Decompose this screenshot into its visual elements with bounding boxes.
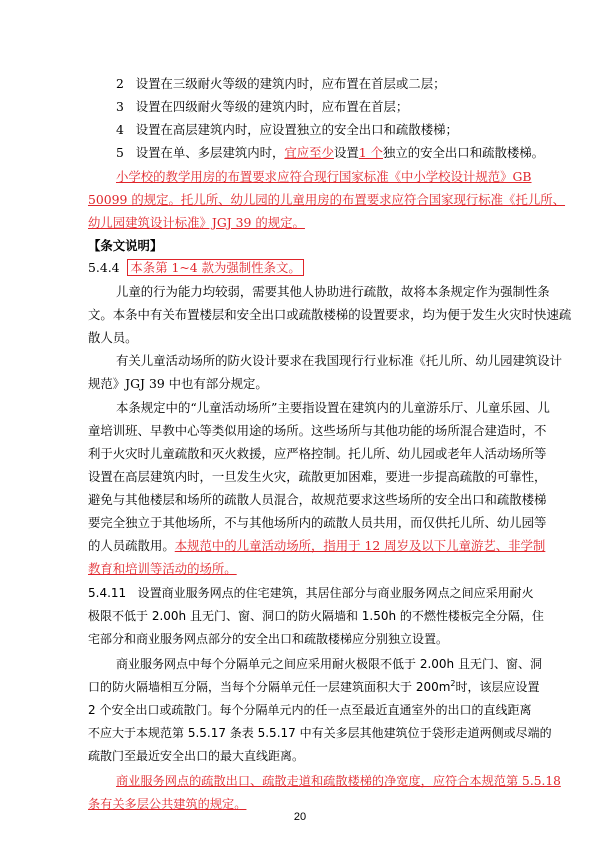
paragraph-line: 规范》JGJ 39 中也有部分规定。	[88, 376, 268, 391]
list-item-3: 3 设置在四级耐火等级的建筑内时，应布置在首层；	[116, 99, 409, 114]
paragraph-line: 设置在高层建筑内时，一旦发生火灾，疏散更加困难，要进一步提高疏散的可靠性，	[88, 469, 547, 484]
paragraph-line: 本条规定中的“儿童活动场所”主要指设置在建筑内的儿童游乐厅、儿童乐园、儿	[116, 400, 550, 415]
paragraph-line: 商业服务网点中每个分隔单元之间应采用耐火极限不低于 2.00h 且无门、窗、洞	[116, 657, 542, 671]
clause-5-4-4: 5.4.4 本条第 1~4 款为强制性条文。	[88, 260, 304, 276]
revision-text: 小学校的教学用房的布置要求应符合现行国家标准《中小学校设计规范》GB	[116, 169, 532, 184]
paragraph-line: 2 个安全出口或疏散门。每个分隔单元内的任一点至最近直通室外的出口的直线距离	[88, 703, 532, 717]
paragraph-line: 极限不低于 2.00h 且无门、窗、洞口的防火隔墙和 1.50h 的不燃性楼板完全分隔，住	[88, 609, 544, 623]
revision-text: 教育和培训等活动的场所。	[88, 561, 237, 576]
revision-text: 幼儿园建筑设计标准》JGJ 39 的规定。	[88, 215, 305, 230]
revision-text: 条有关多层公共建筑的规定。	[88, 797, 247, 811]
clause-5-4-11: 5.4.11 设置商业服务网点的住宅建筑，其居住部分与商业服务网点之间应采用耐火	[88, 586, 534, 600]
paragraph-line: 童培训班、早教中心等类似用途的场所。这些场所与其他功能的场所混合建造时，不	[88, 423, 547, 438]
page-number: 20	[293, 811, 307, 823]
paragraph-line: 要完全独立于其他场所，不与其他场所内的疏散人员共用，而仅供托儿所、幼儿园等	[88, 515, 547, 530]
paragraph-line: 有关儿童活动场所的防火设计要求在我国现行行业标准《托儿所、幼儿园建筑设计	[116, 353, 563, 368]
paragraph-line: 宅部分和商业服务网点部分的安全出口和疏散楼梯应分别独立设置。	[88, 632, 449, 646]
paragraph-line: 口的防火隔墙相互分隔，当每个分隔单元任一层建筑面积大于 $200m^2$时，该层应设置	[88, 679, 540, 694]
list-item-2: 2 设置在三级耐火等级的建筑内时，应布置在首层或二层；	[116, 76, 446, 91]
list-item-4: 4 设置在高层建筑内时，应设置独立的安全出口和疏散楼梯；	[116, 122, 458, 137]
mandatory-note: 本条第 1~4 款为强制性条文。	[127, 259, 303, 276]
revision-text: 商业服务网点的疏散出口、疏散走道和疏散楼梯的净宽度，应符合本规范第 5.5.18	[116, 774, 561, 788]
paragraph-line: 不应大于本规范第 5.5.17 条表 5.5.17 中有关多层其他建筑位于袋形走道两侧或尽端的	[88, 726, 552, 740]
paragraph-line: 利于火灾时儿童疏散和灭火救援，应严格控制。托儿所、幼儿园或老年人活动场所等	[88, 446, 547, 461]
paragraph-line: 避免与其他楼层和场所的疏散人员混合，故规范要求这些场所的安全出口和疏散楼梯	[88, 492, 547, 507]
paragraph-line: 散人员。	[88, 330, 138, 345]
revision-mark: 1 个	[358, 145, 383, 160]
paragraph-line: 文。本条中有关布置楼层和安全出口或疏散楼梯的设置要求，均为便于发生火灾时快速疏	[88, 307, 572, 322]
revision-text: 50099 的规定。托儿所、幼儿园的儿童用房的布置要求应符合国家现行标准《托儿所、	[88, 192, 566, 207]
revision-mark: 宜应至少	[284, 145, 334, 160]
revision-text: 本规范中的儿童活动场所，指用于 12 周岁及以下儿童游艺、非学制	[174, 538, 546, 553]
paragraph-line: 的人员疏散用。本规范中的儿童活动场所，指用于 12 周岁及以下儿童游艺、非学制	[88, 538, 546, 553]
list-item-5: 5 设置在单、多层建筑内时，宜应至少设置1 个独立的安全出口和疏散楼梯。	[116, 145, 545, 160]
paragraph-line: 疏散门至最近安全出口的最大直线距离。	[88, 749, 305, 763]
paragraph-line: 儿童的行为能力均较弱，需要其他人协助进行疏散，故将本条规定作为强制性条	[116, 284, 550, 299]
section-heading: 【条文说明】	[88, 238, 163, 253]
